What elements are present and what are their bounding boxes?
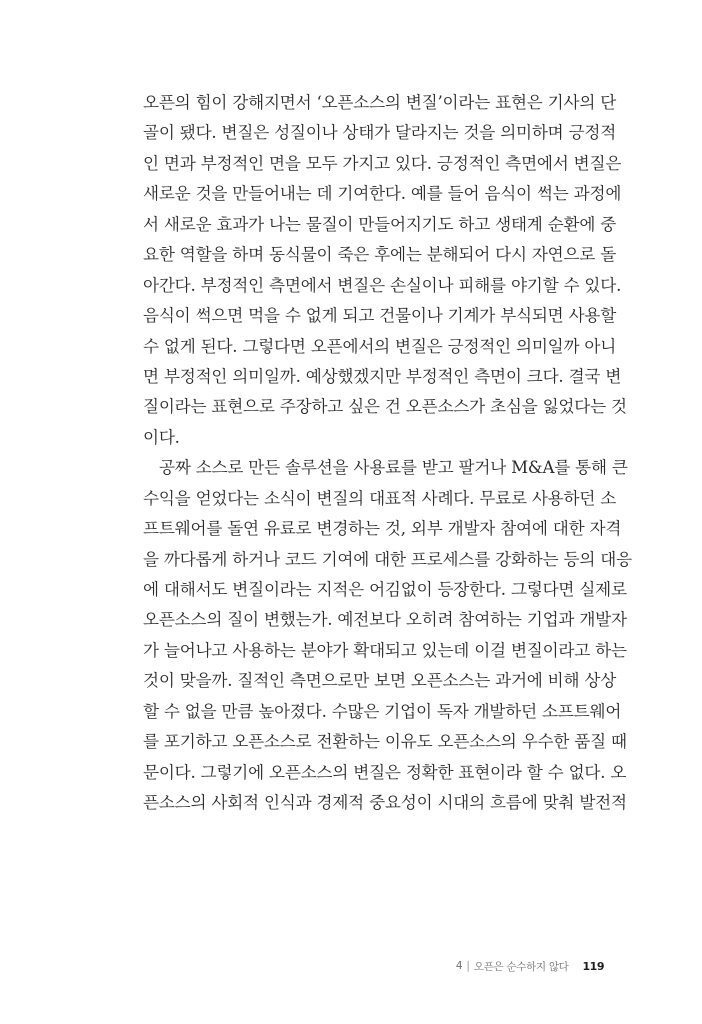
text-line: 면 부정적인 의미일까. 예상했겠지만 부정적인 측면이 크다. 결국 변 [143,366,622,386]
text-line: 서 새로운 효과가 나는 물질이 만들어지기도 하고 생태계 순환에 중 [143,214,617,234]
text-line: 에 대해서도 변질이라는 지적은 어김없이 등장한다. 그렇다면 실제로 [143,580,627,599]
page-footer [0,957,604,975]
text-line: 수익을 얻었다는 소식이 변질의 대표적 사례다. 무료로 사용하던 소 [143,488,617,508]
text-line: 인 면과 부정적인 면을 모두 가지고 있다. 긍정적인 측면에서 변질은 [143,153,622,173]
text-line: 새로운 것을 만들어내는 데 기여한다. 예를 들어 음식이 썩는 과정에 [143,184,622,204]
text-line: 오픈의 힘이 강해지면서 ‘오픈소스의 변질’이라는 표현은 기사의 단 [143,93,617,112]
footer-separator: | [466,960,470,972]
text-line: 오픈소스의 질이 변했는가. 예전보다 오히려 참여하는 기업과 개발자 [143,610,627,630]
text-line: 을 까다롭게 하거나 코드 기여에 대한 프로세스를 강화하는 등의 대응 [143,549,632,569]
text-line: 가 늘어나고 사용하는 분야가 확대되고 있는데 이걸 변질이라고 하는 [143,640,627,660]
text-line: 골이 됐다. 변질은 성질이나 상태가 달라지는 것을 의미하며 긍정적 [143,123,617,143]
text-line: 아간다. 부정적인 측면에서 변질은 손실이나 피해를 야기할 수 있다. [143,275,622,295]
body-text [143,88,632,819]
text-line: 것이 맞을까. 질적인 측면으로만 보면 오픈소스는 과거에 비해 상상 [143,671,617,691]
chapter-number: 4 [455,960,463,972]
text-line: 를 포기하고 오픈소스로 전환하는 이유도 오픈소스의 우수한 품질 때 [143,732,627,752]
text-line: 픈소스의 사회적 인식과 경제적 중요성이 시대의 흐름에 맞춰 발전적 [143,793,627,813]
text-line: 질이라는 표현으로 주장하고 싶은 건 오픈소스가 초심을 잃었다는 것 [143,397,627,417]
text-line: 문이다. 그렇기에 오픈소스의 변질은 정확한 표현이라 할 수 없다. 오 [143,762,627,782]
text-line: 음식이 썩으면 먹을 수 없게 되고 건물이나 기계가 부식되면 사용할 [143,306,617,326]
text-line: 요한 역할을 하며 동식물이 죽은 후에는 분해되어 다시 자연으로 돌 [143,245,617,265]
text-line: 수 없게 된다. 그렇다면 오픈에서의 변질은 긍정적인 의미일까 아니 [143,336,617,356]
chapter-title: 오픈은 순수하지 않다 [473,960,569,973]
text-line: 프트웨어를 돌연 유료로 변경하는 것, 외부 개발자 참여에 대한 자격 [143,519,622,539]
text-line: 할 수 없을 만큼 높아졌다. 수많은 기업이 독자 개발하던 소프트웨어 [143,701,622,721]
text-line: 이다. [143,427,180,447]
page-number: 119 [582,959,604,973]
text-line: 공짜 소스로 만든 솔루션을 사용료를 받고 팔거나 M&A를 통해 큰 [159,458,628,478]
